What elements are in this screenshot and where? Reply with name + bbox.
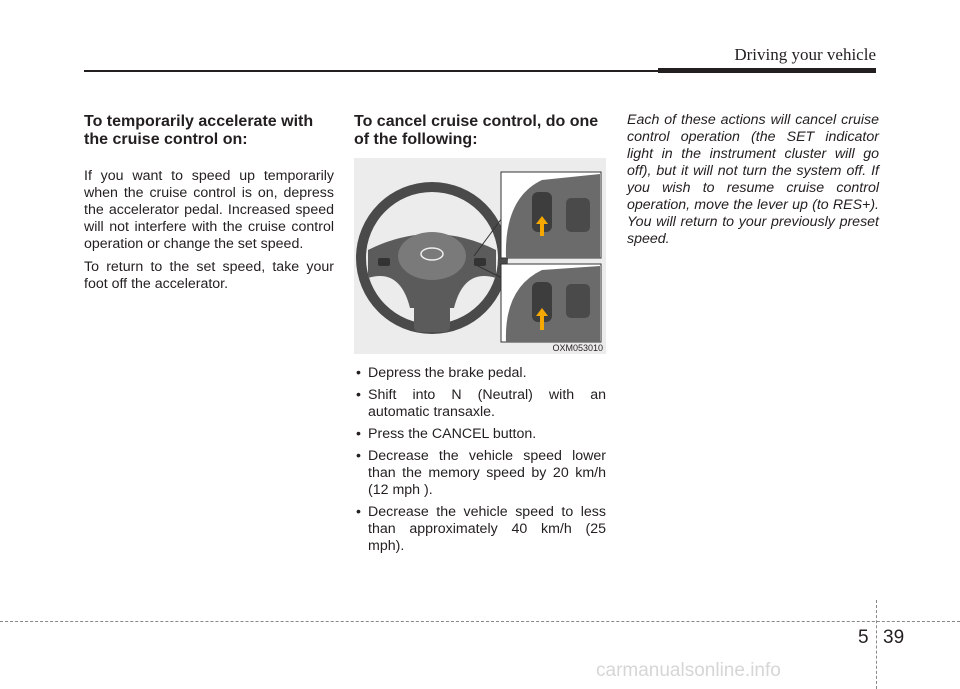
header-rule-accent bbox=[658, 68, 876, 73]
chapter-number: 5 bbox=[858, 627, 869, 648]
section-heading-accelerate: To temporarily accelerate with the cruise control on: bbox=[84, 113, 314, 148]
paragraph-accelerate: If you want to speed up temporarily when the cruise control is on, depress the accelerator pedal. Increased speed will not interfere with the cruise control operation or change the set speed. bbox=[84, 168, 334, 252]
steering-wheel-icon bbox=[356, 182, 508, 334]
footer-rule bbox=[0, 621, 960, 622]
cruise-switch-inset-top bbox=[501, 172, 601, 258]
cancel-conditions-list bbox=[354, 365, 606, 560]
cancel-note: Each of these actions will cancel cruise control operation (the SET indicator light in the instrument cluster will go off), but it will not turn the system off. If you wish to resume cruise control operation, move the lever up (to RES+). You will return to your previously preset speed. bbox=[627, 112, 879, 247]
header-rule bbox=[84, 70, 660, 72]
footer-divider bbox=[876, 600, 877, 689]
running-header: Driving your vehicle bbox=[734, 45, 876, 64]
watermark: carmanualsonline.info bbox=[596, 660, 781, 681]
list-item: • Decrease the vehicle speed lower than the memory speed by 20 km/h (12 mph ). bbox=[356, 448, 606, 498]
column-3 bbox=[627, 112, 879, 248]
column-2 bbox=[354, 113, 606, 149]
figure-code: OXM053010 bbox=[552, 343, 603, 353]
column-1 bbox=[84, 113, 334, 293]
steering-wheel-illustration bbox=[354, 158, 606, 354]
cruise-switch-inset-bottom bbox=[501, 264, 601, 342]
list-item: • Depress the brake pedal. bbox=[356, 365, 527, 381]
section-heading-cancel: To cancel cruise control, do one of the following: bbox=[354, 113, 599, 148]
steering-wheel-drawing bbox=[354, 158, 606, 354]
list-item: • Press the CANCEL button. bbox=[356, 426, 537, 442]
list-item: • Shift into N (Neutral) with an automatic transaxle. bbox=[356, 387, 606, 420]
page-number: 39 bbox=[883, 627, 905, 648]
list-item: • Decrease the vehicle speed to less than approximately 40 km/h (25 mph). bbox=[356, 504, 606, 554]
paragraph-return: To return to the set speed, take your foot off the accelerator. bbox=[84, 259, 334, 292]
